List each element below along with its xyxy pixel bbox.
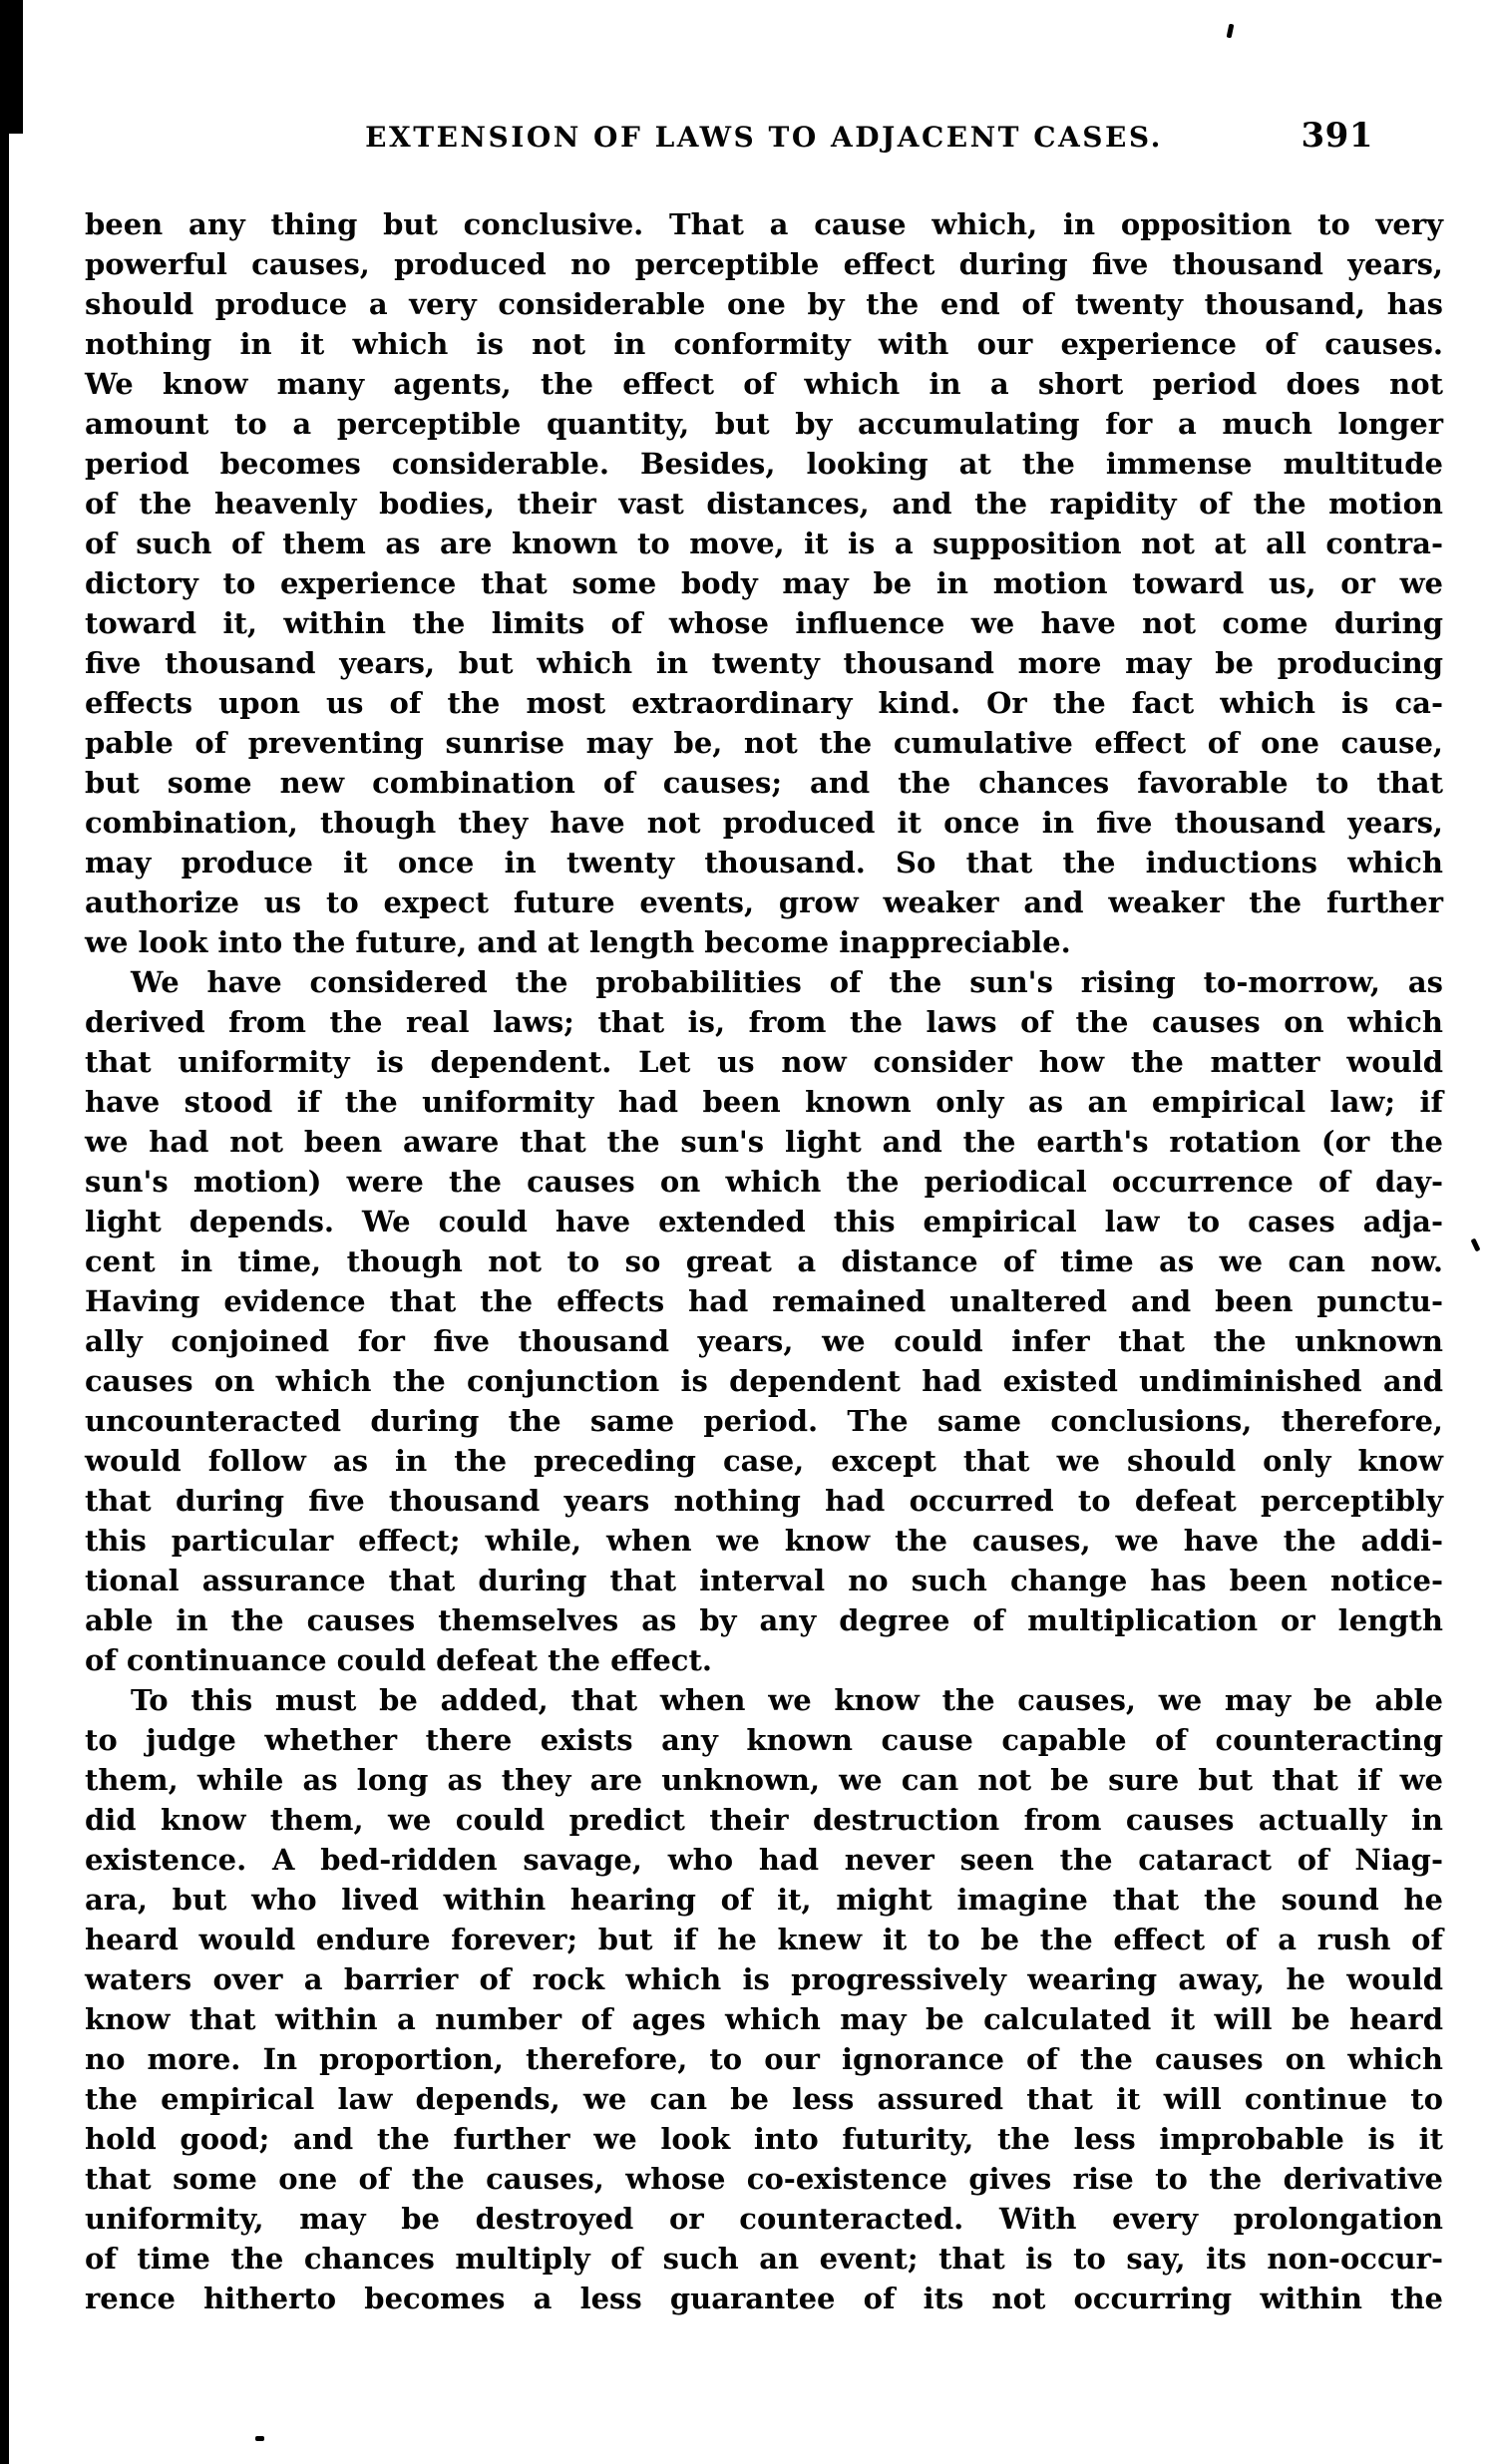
- text-line: derived from the real laws; that is, from the laws of the causes on which: [85, 1005, 1443, 1039]
- text-line: pable of preventing sunrise may be, not the cumulative effect of one cause,: [85, 726, 1443, 760]
- text-line: them, while as long as they are unknown, we can not be sure but that if we: [85, 1763, 1443, 1797]
- text-line: to judge whether there exists any known cause capable of counteracting: [85, 1723, 1443, 1757]
- text-line: dictory to experience that some body may be in motion toward us, or we: [85, 566, 1443, 600]
- text-line: tional assurance that during that interval no such change has been notice-: [85, 1564, 1443, 1597]
- text-line: of the heavenly bodies, their vast distances, and the rapidity of the motion: [85, 487, 1443, 521]
- text-line: that some one of the causes, whose co-existence gives rise to the derivative: [85, 2162, 1443, 2196]
- text-line: amount to a perceptible quantity, but by accumulating for a much longer: [85, 407, 1443, 441]
- text-line: rence hitherto becomes a less guarantee of its not occurring within the: [85, 2282, 1443, 2315]
- text-line: light depends. We could have extended this empirical law to cases adja-: [85, 1205, 1443, 1238]
- text-line: waters over a barrier of rock which is progressively wearing away, he would: [85, 1962, 1443, 1996]
- text-line: five thousand years, but which in twenty thousand more may be producing: [85, 646, 1443, 680]
- text-line: that uniformity is dependent. Let us now consider how the matter would: [85, 1045, 1443, 1079]
- text-line: ally conjoined for five thousand years, we could infer that the unknown: [85, 1324, 1443, 1358]
- text-line: the empirical law depends, we can be less assured that it will continue to: [85, 2082, 1443, 2116]
- text-line: but some new combination of causes; and the chances favorable to that: [85, 766, 1443, 800]
- text-line: able in the causes themselves as by any degree of multiplication or length: [85, 1603, 1443, 1637]
- scan-speck: [255, 2436, 264, 2441]
- text-line: existence. A bed-ridden savage, who had never seen the cataract of Niag-: [85, 1843, 1443, 1877]
- text-line: nothing in it which is not in conformity with our experience of causes.: [85, 327, 1443, 361]
- text-line: authorize us to expect future events, grow weaker and weaker the further: [85, 885, 1443, 919]
- text-line: toward it, within the limits of whose influence we have not come during: [85, 606, 1443, 640]
- text-line: cent in time, though not to so great a distance of time as we can now.: [85, 1244, 1443, 1278]
- text-line: have stood if the uniformity had been known only as an empirical law; if: [85, 1085, 1443, 1119]
- running-header: [85, 118, 1443, 158]
- text-line: effects upon us of the most extraordinary kind. Or the fact which is ca-: [85, 686, 1443, 720]
- text-line: know that within a number of ages which may be calculated it will be heard: [85, 2002, 1443, 2036]
- text-line: been any thing but conclusive. That a cause which, in opposition to very: [85, 207, 1443, 241]
- text-line: uniformity, may be destroyed or counteracted. With every prolongation: [85, 2202, 1443, 2236]
- scan-binding-edge-top: [0, 0, 23, 134]
- text-line: period becomes considerable. Besides, looking at the immense multitude: [85, 447, 1443, 481]
- running-header-title: EXTENSION OF LAWS TO ADJACENT CASES.: [365, 121, 1163, 154]
- text-line: causes on which the conjunction is dependent had existed undiminished and: [85, 1364, 1443, 1398]
- text-line: heard would endure forever; but if he knew it to be the effect of a rush of: [85, 1923, 1443, 1956]
- text-line: We have considered the probabilities of the sun's rising to-morrow, as: [131, 965, 1443, 999]
- text-line: of such of them as are known to move, it is a supposition not at all contra-: [85, 527, 1443, 560]
- text-line: did know them, we could predict their destruction from causes actually in: [85, 1803, 1443, 1837]
- text-line: hold good; and the further we look into futurity, the less improbable is it: [85, 2122, 1443, 2156]
- text-line: this particular effect; while, when we know the causes, we have the addi-: [85, 1524, 1443, 1558]
- text-line: sun's motion) were the causes on which the periodical occurrence of day-: [85, 1165, 1443, 1199]
- text-line: To this must be added, that when we know the causes, we may be able: [131, 1683, 1443, 1717]
- text-line: of time the chances multiply of such an event; that is to say, its non-occur-: [85, 2242, 1443, 2276]
- scan-binding-edge: [0, 0, 9, 2464]
- text-line: combination, though they have not produced it once in five thousand years,: [85, 806, 1443, 840]
- scan-speck: [1470, 1238, 1480, 1252]
- text-line: ara, but who lived within hearing of it, might imagine that the sound he: [85, 1883, 1443, 1917]
- body-text: [85, 204, 1443, 2318]
- text-line: we had not been aware that the sun's light and the earth's rotation (or the: [85, 1125, 1443, 1159]
- text-line: uncounteracted during the same period. The same conclusions, therefore,: [85, 1404, 1443, 1438]
- text-line: We know many agents, the effect of which in a short period does not: [85, 367, 1443, 401]
- text-line: Having evidence that the effects had remained unaltered and been punctu-: [85, 1284, 1443, 1318]
- scan-speck: [1227, 24, 1235, 39]
- text-line: powerful causes, produced no perceptible effect during five thousand years,: [85, 247, 1443, 281]
- text-line: may produce it once in twenty thousand. So that the inductions which: [85, 846, 1443, 880]
- text-line: should produce a very considerable one by the end of twenty thousand, has: [85, 287, 1443, 321]
- page-number: 391: [1301, 116, 1373, 156]
- text-line: we look into the future, and at length become inappreciable.: [85, 925, 1071, 959]
- text-line: no more. In proportion, therefore, to our ignorance of the causes on which: [85, 2042, 1443, 2076]
- text-line: that during five thousand years nothing had occurred to defeat perceptibly: [85, 1484, 1443, 1518]
- text-line: of continuance could defeat the effect.: [85, 1643, 712, 1677]
- text-line: would follow as in the preceding case, except that we should only know: [85, 1444, 1443, 1478]
